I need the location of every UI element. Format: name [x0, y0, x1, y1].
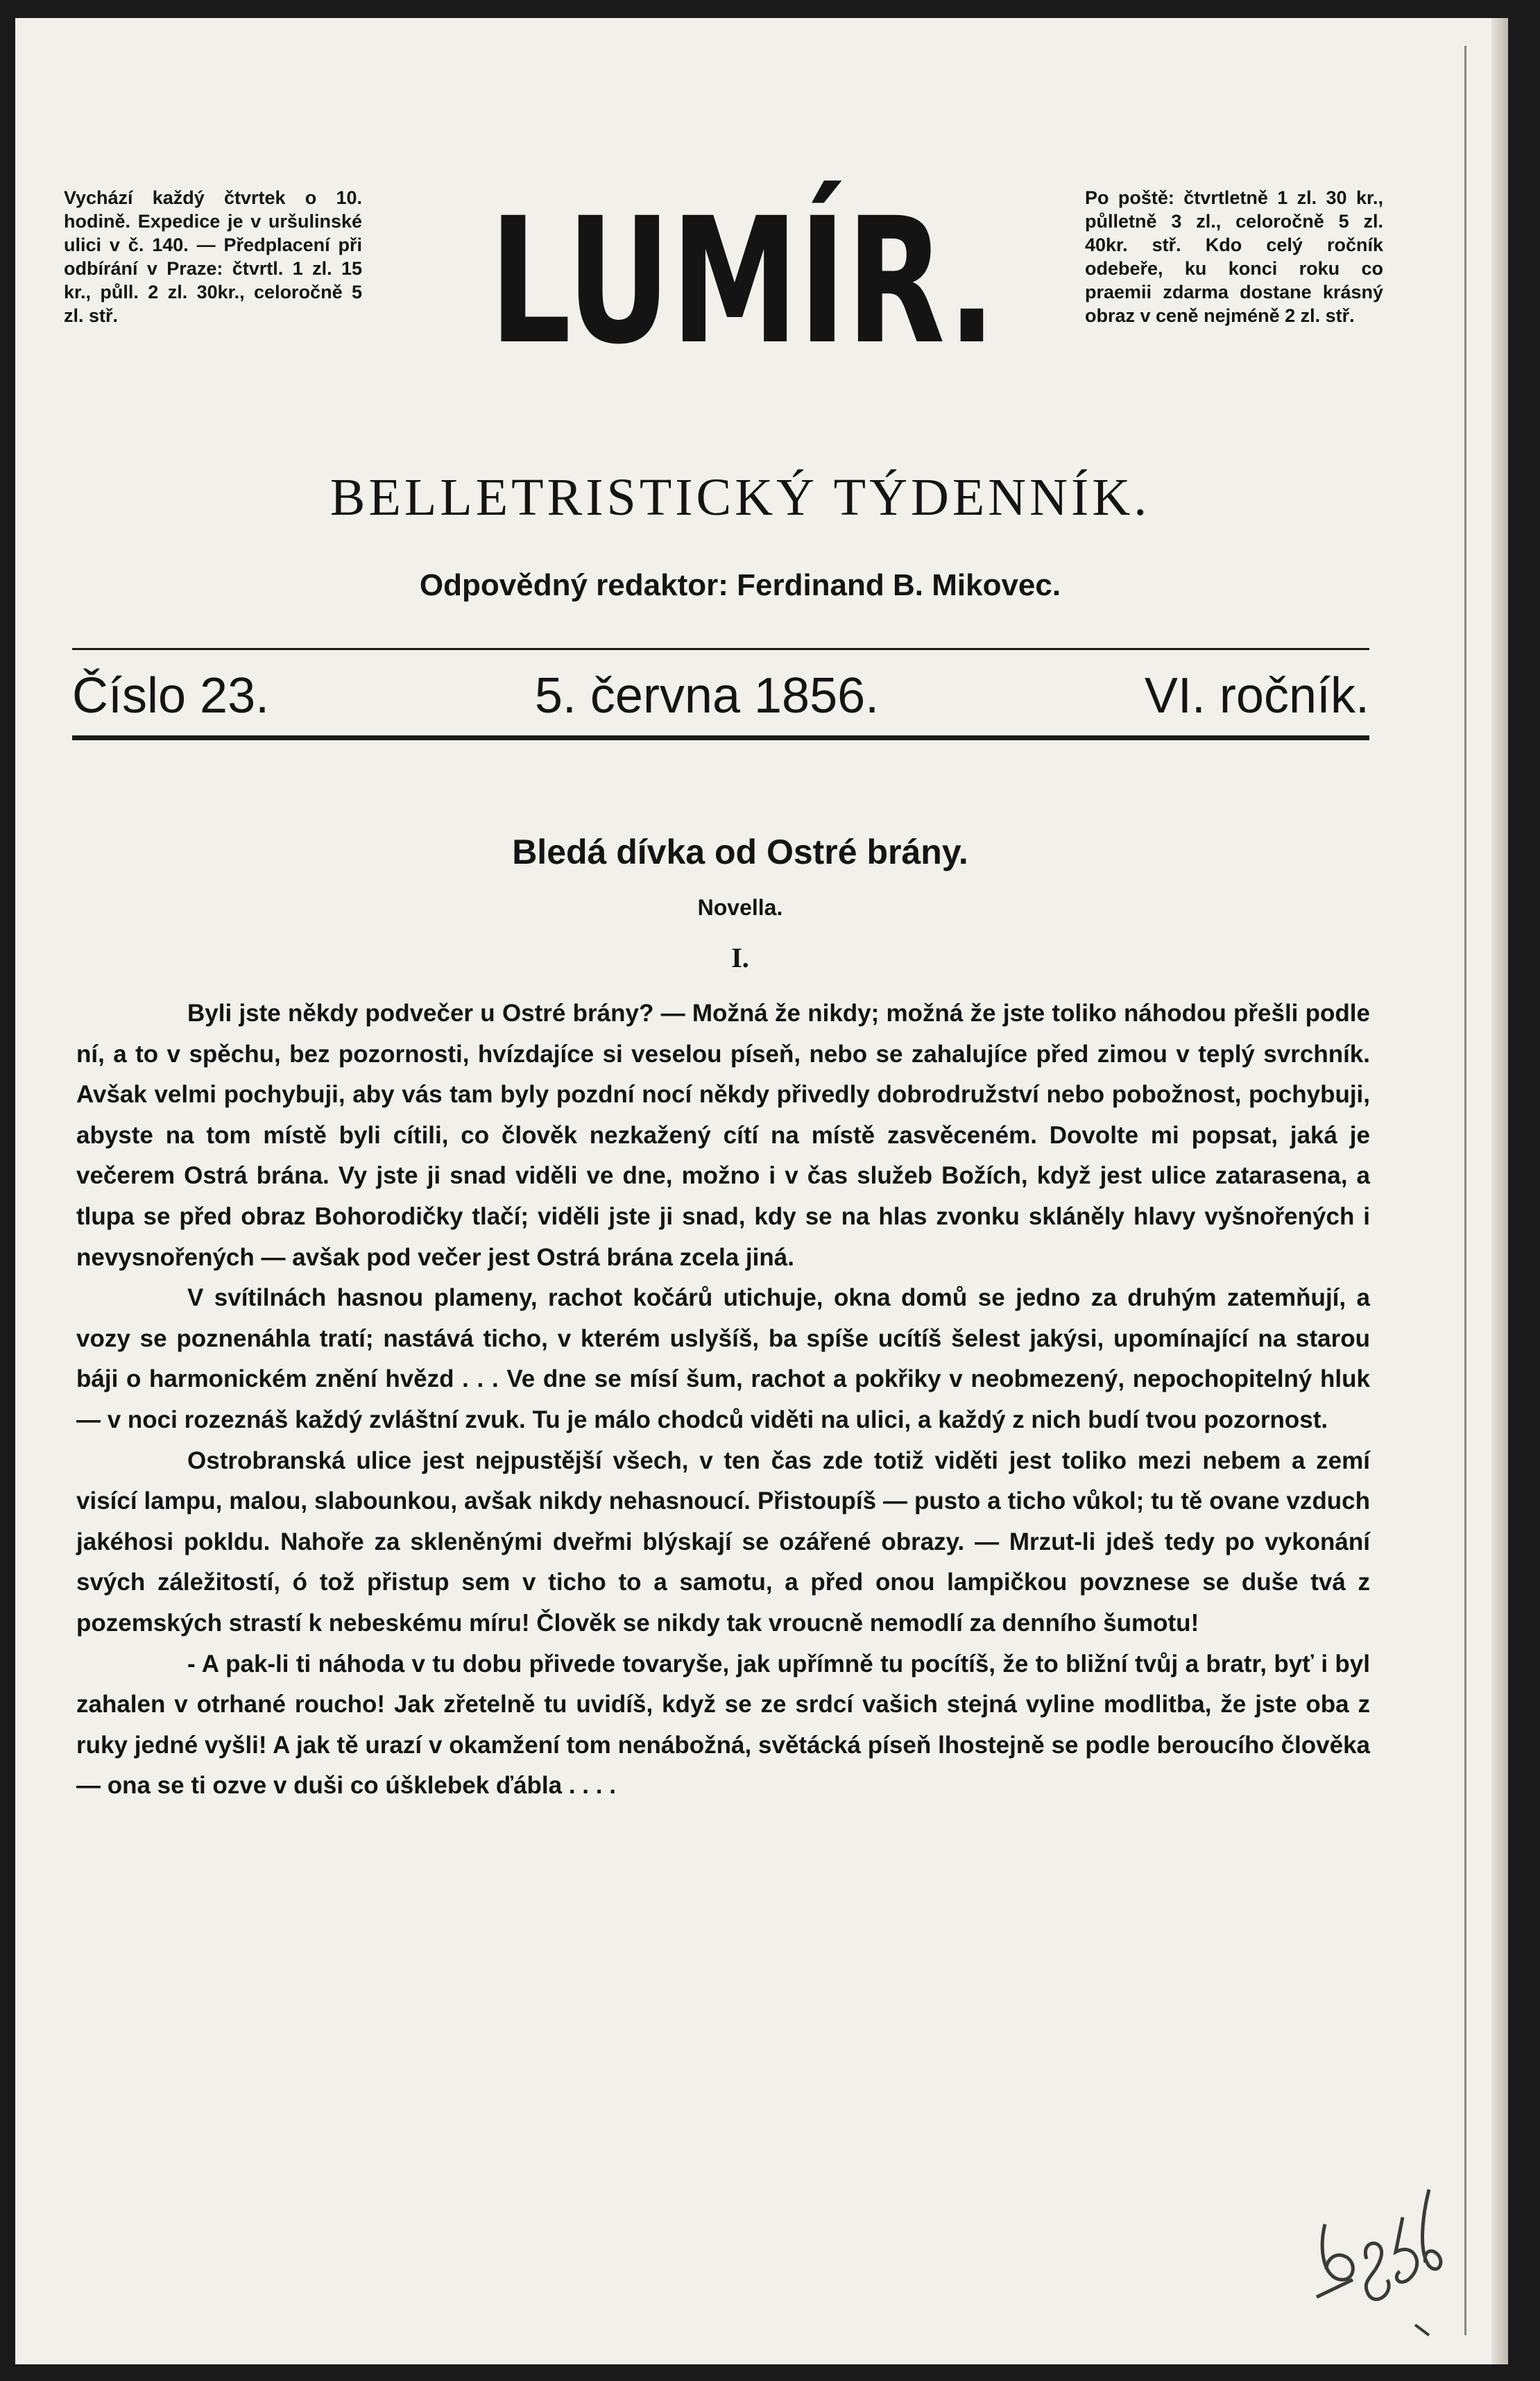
divider-bottom — [72, 735, 1369, 740]
issue-number: Číslo 23. — [72, 668, 270, 724]
article-paragraph: V svítilnách hasnou plameny, rachot kočárů utichuje, okna domů se jedno za druhým zatemňují, a vozy se poznenáhla tratí; nastává ticho, v kterém uslyšíš, ba spíše ucítíš šelest jakýsi, upomínající na starou báji o harmonickém znění hvězd . . . Ve dne se mísí šum, rachot a pokřiky v neobmezený, nepochopitelný hluk — v noci rozeznáš každý zvláštní zvuk. Tu je málo chodců viděti na ulici, a každý z nich budí tvou pozornost. — [76, 1284, 1370, 1433]
divider-top — [72, 648, 1369, 650]
subscription-notice-right: Po poště: čtvrtletně 1 zl. 30 kr., půlletně 3 zl., celoročně 5 zl. 40kr. stř. Kdo celý ročník odebeře, ku konci roku co praemii zdarma dostane krásný obraz v ceně nejméně 2 zl. stř. — [1085, 187, 1383, 326]
newspaper-page — [15, 18, 1508, 2364]
article-paragraph: - A pak-li ti náhoda v tu dobu přivede tovaryše, jak upřímně tu pocítíš, že to bližní tvůj a bratr, byť i byl zahalen v otrhané roucho! Jak zřetelně tu uvidíš, když se ze srdcí vašich stejná vyline modlitba, že jste oba z ruky jedné vyšli! A jak tě urazí v okamžení tom nenábožná, světácká píseň lhostejně se podle beroucího člověka — ona se ti ozve v duši co úšklebek ďábla . . . . — [76, 1650, 1370, 1800]
issue-date: 5. června 1856. — [534, 668, 880, 724]
article-body — [76, 993, 1370, 1807]
article-title: Bledá dívka od Ostré brány. — [512, 833, 968, 871]
article-genre: Novella. — [697, 895, 783, 920]
article-paragraph: Ostrobranská ulice jest nejpustější všech, v ten čas zde totiž viděti jest toliko mezi nebem a zemí visící lampu, malou, slabounkou, avšak nikdy nehasnoucí. Přistoupíš — pusto a ticho vůkol; tu tě ovane vzduch jakéhosi pokldu. Nahoře za skleněnými dveřmi blýskají se ozářené obrazy. — Mrzut-li jdeš tedy po vykonání svých záležitostí, ó tož přistup sem v ticho to a samotu, a před onou lampičkou povznese se duše tvá z pozemských strastí k nebeskému míru! Člověk se nikdy tak vroucně nemodlí za denního šumotu! — [76, 1446, 1370, 1637]
chapter-number: I. — [731, 942, 749, 973]
handwritten-annotation — [1311, 2176, 1450, 2342]
subscription-notice-left: Vychází každý čtvrtek o 10. hodině. Expedice je v uršulinské ulici v č. 140. — Předplacení při odbírání v Praze: čtvrtl. 1 zl. 15 kr., půll. 2 zl. 30kr., celoročně 5 zl. stř. — [64, 187, 362, 326]
issue-bar — [72, 665, 1369, 727]
article-paragraph: Byli jste někdy podvečer u Ostré brány? — Možná že nikdy; možná že jste toliko náhodou přešli podle ní, a to v spěchu, bez pozornosti, hvízdajíce si veselou píseň, nebo se zahalujíce před zimou v teplý svrchník. Avšak velmi pochybuji, aby vás tam byly pozdní nocí někdy přivedly dobrodružství nebo pobožnost, pochybuji, abyste na tom místě byli cítili, co člověk nezkažený cítí na místě zasvěceném. Dovolte mi popsat, jaká je večerem Ostrá brána. Vy jste ji snad viděli ve dne, možno i v čas služeb Božích, když jest ulice zatarasena, a tlupa se před obraz Bohorodičky tlačí; viděli jste ji snad, kdy se na hlas zvonku skláněly hlavy vyšnořených i nevysnořených — avšak pod večer jest Ostrá brána zcela jiná. — [76, 1000, 1370, 1271]
masthead-title: LUMÍR. — [489, 180, 997, 382]
page-edge-line — [1464, 46, 1466, 2335]
editor-line: Odpovědný redaktor: Ferdinand B. Mikovec. — [419, 568, 1061, 602]
issue-volume: VI. ročník. — [1144, 668, 1369, 724]
page-edge-shadow — [1491, 18, 1508, 2364]
paper-subtitle: BELLETRISTICKÝ TÝDENNÍK. — [330, 468, 1151, 527]
